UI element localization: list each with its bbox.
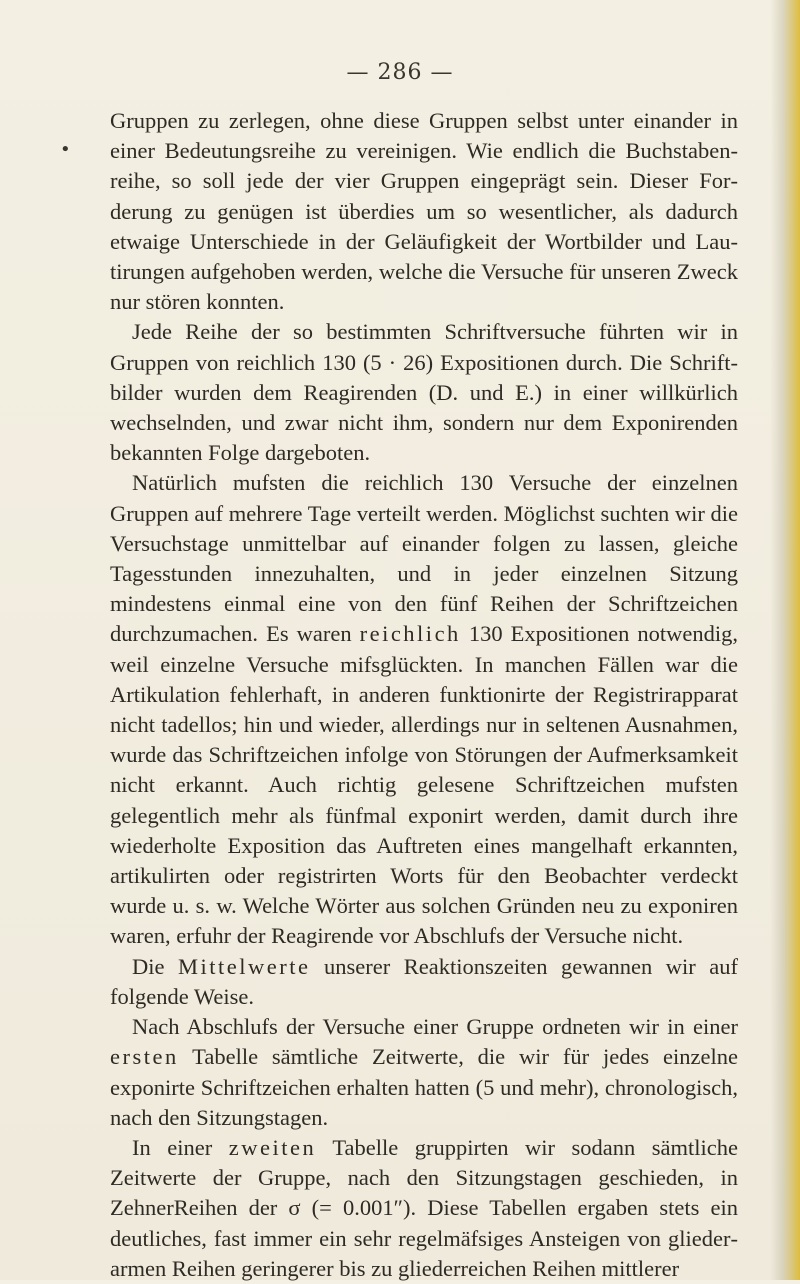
paragraph-3-emphasis: reichlich	[359, 621, 461, 647]
paragraph-2-text: Jede Reihe der so bestimmten Schriftversuche führten wir in Gruppen von reichlich 130 (5 · 26) Expositionen durch. Die Schriftbilder wurden dem Reagirenden (D. und E.) in einer willkürlich wechselnden, und zwar nicht ihm, sondern nur dem Exponirenden bekannten Folge dargeboten.	[110, 319, 738, 466]
paragraph-1	[110, 106, 738, 317]
paragraph-6-emphasis: zweiten	[228, 1134, 317, 1160]
paragraph-2	[110, 317, 738, 468]
paragraph-4-text-before: Die	[132, 953, 179, 979]
paragraph-5	[110, 1012, 738, 1133]
paragraph-3-text-before: Natürlich mufsten die reichlich 130 Versuche der einzelnen Gruppen auf mehrere Tage verteilt werden. Möglichst suchten wir die Versuchstage unmittelbar auf einander folgen zu lassen, gleiche Tagesstunden innezuhalten, und in jeder einzelnen Sitzung mindestens einmal eine von den fünf Reihen der Schriftzeichen durchzumachen. Es waren	[110, 470, 738, 647]
paragraph-1-text: Gruppen zu zerlegen, ohne diese Gruppen selbst unter einander in einer Bedeutungsreihe zu vereinigen. Wie endlich die Buchstabenreihe, so soll jede der vier Gruppen eingeprägt sein. Dieser Forderung zu genügen ist überdies um so wesentlicher, als dadurch etwaige Unterschiede in der Geläufigkeit der Wortbilder und Lautirungen aufgehoben werden, welche die Versuche für unseren Zweck nur stören konnten.	[110, 108, 738, 315]
paragraph-4	[110, 952, 738, 1012]
page-header: — 286 —	[346, 60, 454, 85]
paragraph-6-text-after: Tabelle gruppirten wir sodann sämtliche Zeitwerte der Gruppe, nach den Sitzungstagen geschieden, in ZehnerReihen der σ (= 0.001″). Diese Tabellen ergaben stets ein deutliches, fast immer ein sehr regelmäfsiges Ansteigen von gliederarmen Reihen geringerer bis zu gliederreichen Reihen mittlerer	[110, 1134, 738, 1281]
paragraph-3-text-after: 130 Expositionen notwendig, weil einzelne Versuche mifsglückten. In manchen Fällen war die Artikulation fehlerhaft, in anderen funktionirte der Registrirapparat nicht tadellos; hin und wieder, allerdings nur in seltenen Ausnahmen, wurde das Schriftzeichen infolge von Störungen der Aufmerksamkeit nicht erkannt. Auch richtig gelesene Schriftzeichen mufsten gelegentlich mehr als fünfmal exponirt werden, damit durch ihre wiederholte Exposition das Auftreten eines mangelhaft erkannten, artikulirten oder registrirten Worts für den Beobachter verdeckt wurde u. s. w. Welche Wörter aus solchen Gründen neu zu exponiren waren, erfuhr der Reagirende vor Abschlufs der Versuche nicht.	[110, 621, 738, 949]
body-text	[110, 106, 738, 1284]
paragraph-3	[110, 468, 738, 951]
margin-mark: •	[60, 139, 71, 160]
paragraph-6-text-before: In einer	[132, 1134, 229, 1160]
paragraph-4-text-after: unserer Reaktionszeiten gewannen wir auf folgende Weise.	[110, 953, 738, 1009]
paragraph-5-text-after: Tabelle sämtliche Zeitwerte, die wir für jedes einzelne exponirte Schriftzeichen erhalten hatten (5 und mehr), chronologisch, nach den Sitzungstagen.	[110, 1044, 738, 1130]
paragraph-4-emphasis: Mittelwerte	[178, 953, 311, 979]
paragraph-5-text-before: Nach Abschlufs der Versuche einer Gruppe ordneten wir in einer	[132, 1014, 738, 1040]
paragraph-5-emphasis: ersten	[110, 1044, 179, 1070]
paragraph-6	[110, 1133, 738, 1284]
